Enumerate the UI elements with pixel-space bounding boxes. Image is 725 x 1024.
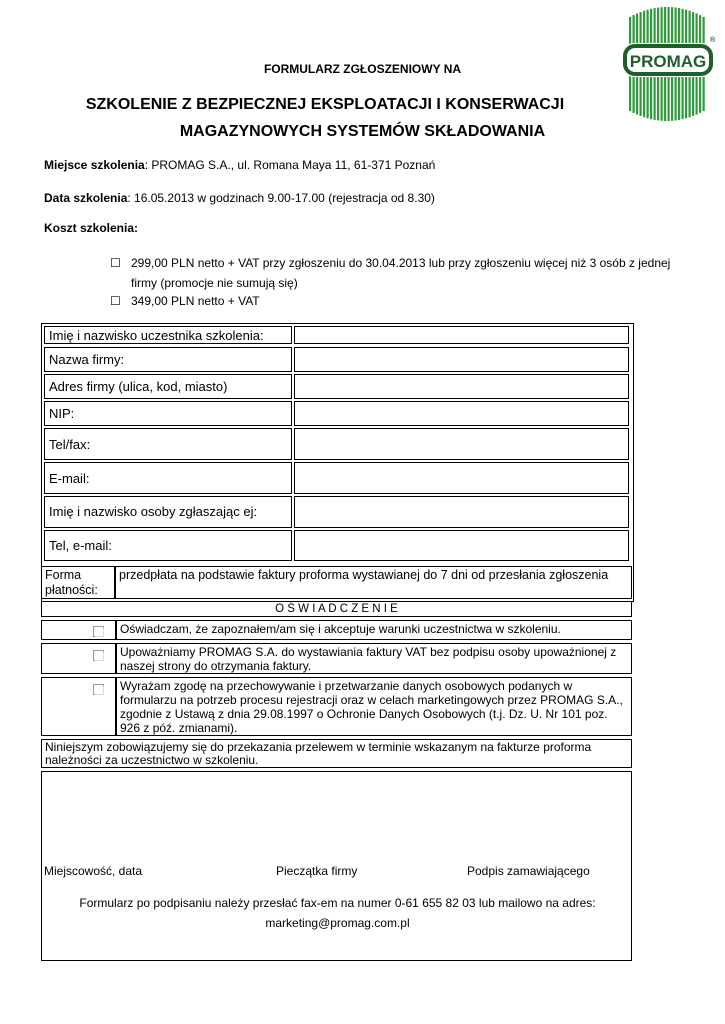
- checkbox-icon[interactable]: [93, 626, 104, 637]
- signature-orderer: Podpis zamawiającego: [467, 864, 590, 878]
- field-input-applicant-contact[interactable]: [294, 530, 629, 561]
- field-input-participant-name[interactable]: [294, 326, 629, 344]
- field-label-applicant-contact: Tel, e-mail:: [44, 530, 292, 561]
- training-cost-label: Koszt szkolenia:: [44, 221, 139, 235]
- training-date-label: Data szkolenia: [44, 191, 128, 205]
- training-place-label: Miejsce szkolenia: [44, 158, 145, 172]
- checkbox-icon[interactable]: ☐: [110, 294, 121, 308]
- declaration-invoice: Upoważniamy PROMAG S.A. do wystawiania faktury VAT bez podpisu osoby upoważnionej z naszej strony do otrzymania faktury.: [116, 643, 632, 674]
- registered-mark: ®: [710, 37, 716, 44]
- declaration-checkbox-cell[interactable]: [41, 677, 116, 736]
- checkbox-icon[interactable]: ☐: [110, 256, 121, 270]
- form-title-line2: MAGAZYNOWYCH SYSTEMÓW SKŁADOWANIA: [179, 123, 546, 140]
- price-option-promo-line2: firmy (promocje nie sumują się): [131, 276, 298, 290]
- signature-place-date: Miejscowość, data: [44, 864, 143, 878]
- field-input-tel-fax[interactable]: [294, 428, 629, 460]
- price-option-standard[interactable]: [110, 291, 690, 311]
- footer-instructions: Formularz po podpisaniu należy przesłać fax-em na numer 0-61 655 82 03 lub mailowo na adres:: [79, 896, 596, 910]
- field-label-participant-name: Imię i nazwisko uczestnika szkolenia:: [44, 326, 292, 344]
- price-option-promo[interactable]: [110, 253, 690, 293]
- field-input-nip[interactable]: [294, 401, 629, 426]
- training-place-value: : PROMAG S.A., ul. Romana Maya 11, 61-371 Poznań: [144, 158, 436, 172]
- field-label-tel-fax: Tel/fax:: [44, 428, 292, 460]
- payment-commitment: Niniejszym zobowiązujemy się do przekazania przelewem w terminie wskazanym na fakturze proforma należności za uczestnictwo w szkoleniu.: [41, 739, 632, 768]
- form-subtitle: FORMULARZ ZGŁOSZENIOWY NA: [263, 62, 462, 76]
- declaration-checkbox-cell[interactable]: [41, 620, 116, 640]
- declaration-terms: Oświadczam, że zapoznałem/am się i akceptuje warunki uczestnictwa w szkoleniu.: [116, 620, 632, 640]
- training-date-value: : 16.05.2013 w godzinach 9.00-17.00 (rejestracja od 8.30): [127, 191, 435, 205]
- payment-value: przedpłata na podstawie faktury proforma wystawianej do 7 dni od przesłania zgłoszenia: [115, 566, 632, 599]
- footer-email: marketing@promag.com.pl: [265, 916, 410, 930]
- payment-label: Forma płatności:: [41, 566, 115, 599]
- field-input-company-address[interactable]: [294, 374, 629, 399]
- field-label-company-name: Nazwa firmy:: [44, 347, 292, 372]
- training-place: [44, 158, 435, 172]
- checkbox-icon[interactable]: [93, 684, 104, 695]
- field-label-email: E-mail:: [44, 462, 292, 494]
- declaration-checkbox-cell[interactable]: [41, 643, 116, 674]
- field-input-applicant-name[interactable]: [294, 496, 629, 528]
- field-input-company-name[interactable]: [294, 347, 629, 372]
- declaration-data-consent: Wyrażam zgodę na przechowywanie i przetwarzanie danych osobowych podanych w formularzu na potrzeb procesu rejestracji oraz w celach marketingowych przez PROMAG S.A., zgodnie z Ustawą z dnia 29.08.1997 o Ochronie Danych Osobowych (t.j. Dz. U. Nr 101 poz. 926 z póź. zmianami).: [116, 677, 632, 736]
- field-input-email[interactable]: [294, 462, 629, 494]
- checkbox-icon[interactable]: [93, 650, 104, 661]
- field-label-company-address: Adres firmy (ulica, kod, miasto): [44, 374, 292, 399]
- declaration-heading: O Ś W I A D C Z E N I E: [41, 601, 632, 617]
- field-label-applicant-name: Imię i nazwisko osoby zgłaszając ej:: [44, 496, 292, 528]
- price-option-standard-text: 349,00 PLN netto + VAT: [131, 294, 260, 308]
- training-date: [44, 191, 435, 205]
- field-label-nip: NIP:: [44, 401, 292, 426]
- price-option-promo-line1: 299,00 PLN netto + VAT przy zgłoszeniu do 30.04.2013 lub przy zgłoszeniu więcej niż 3 osób z jednej: [131, 256, 671, 270]
- signature-stamp: Pieczątka firmy: [276, 864, 358, 878]
- form-title-line1: SZKOLENIE Z BEZPIECZNEJ EKSPLOATACJI I KONSERWACJI: [85, 96, 565, 113]
- logo-wordmark: PROMAG: [629, 52, 707, 71]
